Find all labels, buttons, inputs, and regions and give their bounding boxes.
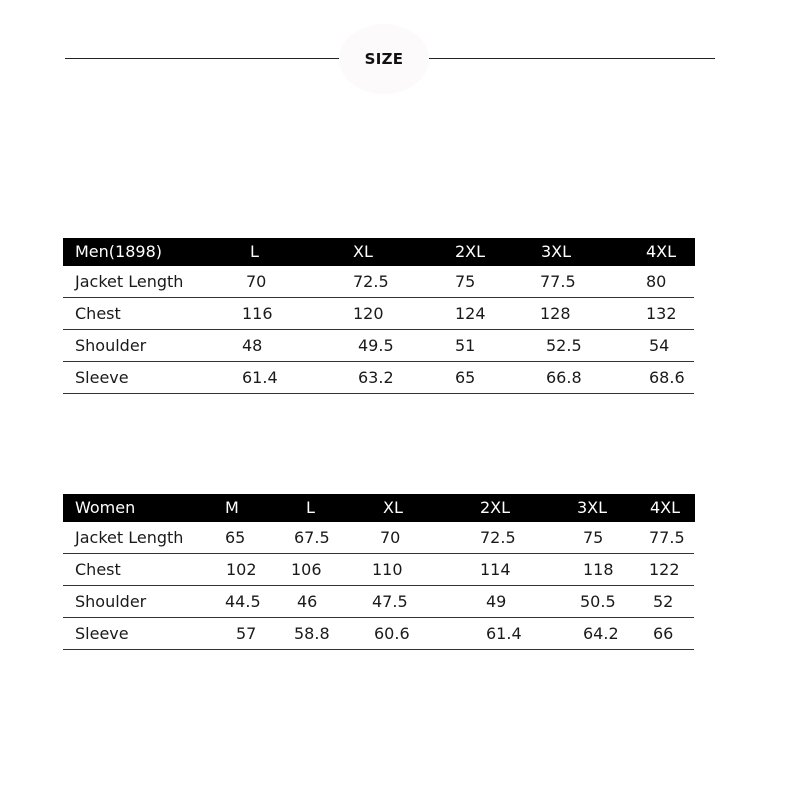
- men-header-size-3xl: 3XL: [541, 242, 572, 261]
- table-cell: 72.5: [480, 528, 516, 547]
- table-cell: 60.6: [374, 624, 410, 643]
- table-cell: 44.5: [225, 592, 261, 611]
- table-cell: 80: [646, 272, 667, 291]
- row-label: Chest: [75, 304, 121, 323]
- row-label: Sleeve: [75, 624, 129, 643]
- table-row: [63, 586, 694, 618]
- table-cell: 49: [486, 592, 507, 611]
- table-row: [63, 298, 694, 330]
- table-cell: 66.8: [546, 368, 582, 387]
- table-cell: 75: [583, 528, 604, 547]
- women-size-table: [63, 494, 695, 650]
- table-cell: 77.5: [649, 528, 685, 547]
- table-cell: 51: [455, 336, 476, 355]
- table-cell: 65: [455, 368, 476, 387]
- table-row: [63, 362, 694, 394]
- table-cell: 50.5: [580, 592, 616, 611]
- row-label: Shoulder: [75, 592, 147, 611]
- women-header-size-3xl: 3XL: [577, 498, 608, 517]
- title-badge: [339, 24, 429, 94]
- men-size-table: [63, 238, 695, 394]
- table-cell: 124: [455, 304, 486, 323]
- table-cell: 70: [380, 528, 401, 547]
- table-cell: 65: [225, 528, 246, 547]
- men-table-header: [63, 238, 695, 266]
- page-title: SIZE: [364, 50, 404, 68]
- table-row: [63, 554, 694, 586]
- table-cell: 57: [236, 624, 257, 643]
- row-label: Jacket Length: [75, 528, 184, 547]
- table-cell: 114: [480, 560, 511, 579]
- table-cell: 49.5: [358, 336, 394, 355]
- row-label: Jacket Length: [75, 272, 184, 291]
- title-rule-left: [65, 58, 339, 59]
- table-row: [63, 522, 694, 554]
- table-cell: 58.8: [294, 624, 330, 643]
- men-header-size-2xl: 2XL: [455, 242, 486, 261]
- table-cell: 52.5: [546, 336, 582, 355]
- row-label: Sleeve: [75, 368, 129, 387]
- table-cell: 61.4: [242, 368, 278, 387]
- table-cell: 48: [242, 336, 263, 355]
- table-cell: 110: [372, 560, 403, 579]
- table-cell: 61.4: [486, 624, 522, 643]
- table-cell: 75: [455, 272, 476, 291]
- women-header-label: Women: [75, 498, 136, 517]
- men-header-size-xl: XL: [353, 242, 373, 261]
- table-cell: 63.2: [358, 368, 394, 387]
- men-header-label: Men(1898): [75, 242, 162, 261]
- table-row: [63, 266, 694, 298]
- table-cell: 128: [540, 304, 571, 323]
- table-row: [63, 618, 694, 650]
- table-cell: 132: [646, 304, 677, 323]
- table-cell: 77.5: [540, 272, 576, 291]
- table-row: [63, 330, 694, 362]
- women-header-size-m: M: [225, 498, 239, 517]
- table-cell: 47.5: [372, 592, 408, 611]
- table-cell: 106: [291, 560, 322, 579]
- row-label: Chest: [75, 560, 121, 579]
- table-cell: 118: [583, 560, 614, 579]
- men-header-size-4xl: 4XL: [646, 242, 677, 261]
- table-cell: 66: [653, 624, 674, 643]
- row-label: Shoulder: [75, 336, 147, 355]
- women-table-header: [63, 494, 695, 522]
- table-cell: 52: [653, 592, 674, 611]
- table-cell: 120: [353, 304, 384, 323]
- women-header-size-2xl: 2XL: [480, 498, 511, 517]
- table-cell: 122: [649, 560, 680, 579]
- women-header-size-l: L: [306, 498, 315, 517]
- table-cell: 70: [246, 272, 267, 291]
- table-cell: 102: [226, 560, 257, 579]
- men-header-size-l: L: [250, 242, 259, 261]
- table-cell: 46: [297, 592, 318, 611]
- table-cell: 116: [242, 304, 273, 323]
- table-cell: 68.6: [649, 368, 685, 387]
- women-header-size-4xl: 4XL: [650, 498, 681, 517]
- table-cell: 64.2: [583, 624, 619, 643]
- table-cell: 54: [649, 336, 670, 355]
- table-cell: 67.5: [294, 528, 330, 547]
- title-rule-right: [429, 58, 715, 59]
- table-cell: 72.5: [353, 272, 389, 291]
- women-header-size-xl: XL: [383, 498, 403, 517]
